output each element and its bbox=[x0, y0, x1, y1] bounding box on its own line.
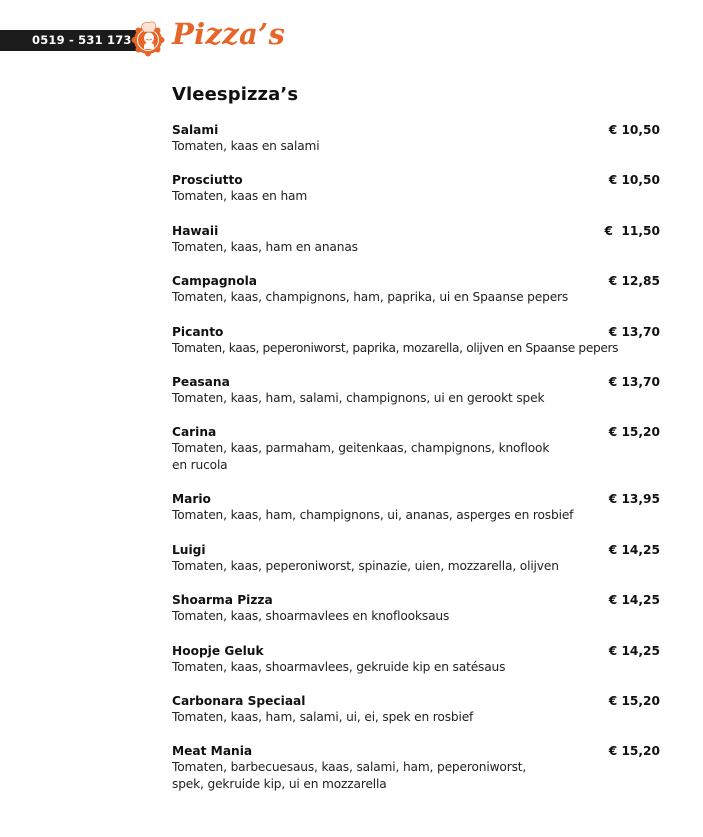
menu-item bbox=[172, 491, 662, 524]
item-price: € 13,95 bbox=[608, 492, 660, 506]
menu-item bbox=[172, 424, 662, 474]
item-price: € 15,20 bbox=[608, 694, 660, 708]
menu-item bbox=[172, 592, 662, 625]
item-name: Meat Mania bbox=[172, 744, 253, 758]
header bbox=[0, 0, 703, 70]
item-description: Tomaten, kaas, ham, salami, ui, ei, spek en rosbief bbox=[172, 710, 474, 724]
item-description: Tomaten, kaas, ham, salami, champignons, ui en gerookt spek bbox=[172, 391, 545, 405]
item-name: Hawaii bbox=[172, 224, 219, 238]
item-price: € 15,20 bbox=[608, 425, 660, 439]
section-title: Vleespizza’s bbox=[172, 84, 299, 105]
item-price: € 14,25 bbox=[608, 543, 660, 557]
item-description: Tomaten, kaas en salami bbox=[172, 139, 320, 153]
item-description: Tomaten, kaas, peperoniworst, spinazie, uien, mozzarella, olijven bbox=[172, 559, 559, 573]
item-name: Shoarma Pizza bbox=[172, 593, 273, 607]
menu-item bbox=[172, 374, 662, 407]
item-description: Tomaten, kaas, peperoniworst, paprika, mozarella, olijven en Spaanse pepers bbox=[172, 341, 619, 355]
item-name: Peasana bbox=[172, 375, 230, 389]
item-description: Tomaten, kaas, shoarmavlees, gekruide kip en satésaus bbox=[172, 660, 506, 674]
item-price: € 15,20 bbox=[608, 744, 660, 758]
menu-item bbox=[172, 542, 662, 575]
item-price: € 14,25 bbox=[608, 644, 660, 658]
item-price: € 11,50 bbox=[604, 224, 660, 238]
item-description: Tomaten, kaas, champignons, ham, paprika, ui en Spaanse pepers bbox=[172, 290, 569, 304]
menu-item bbox=[172, 693, 662, 726]
item-description: Tomaten, kaas, shoarmavlees en knoflooksaus bbox=[172, 609, 450, 623]
menu-item bbox=[172, 273, 662, 306]
item-name: Mario bbox=[172, 492, 211, 506]
item-description: Tomaten, kaas, ham, champignons, ui, ananas, asperges en rosbief bbox=[172, 508, 574, 522]
menu-item bbox=[172, 643, 662, 676]
item-price: € 10,50 bbox=[608, 123, 660, 137]
item-name: Hoopje Geluk bbox=[172, 644, 264, 658]
menu-item bbox=[172, 172, 662, 205]
item-name: Carina bbox=[172, 425, 217, 439]
item-price: € 12,85 bbox=[608, 274, 660, 288]
item-description: Tomaten, kaas, ham en ananas bbox=[172, 240, 358, 254]
item-price: € 13,70 bbox=[608, 375, 660, 389]
item-price: € 14,25 bbox=[608, 593, 660, 607]
item-name: Prosciutto bbox=[172, 173, 243, 187]
item-price: € 10,50 bbox=[608, 173, 660, 187]
item-price: € 13,70 bbox=[608, 325, 660, 339]
phone-number: 0519 - 531 173 bbox=[0, 30, 140, 51]
menu-item bbox=[172, 324, 662, 357]
item-name: Salami bbox=[172, 123, 219, 137]
brand-name: Pizza’s bbox=[172, 17, 286, 51]
pizza-chef-emblem-icon bbox=[129, 19, 167, 57]
item-description: Tomaten, kaas en ham bbox=[172, 189, 308, 203]
item-description: Tomaten, barbecuesaus, kaas, salami, ham, peperoniworst, spek, gekruide kip, ui en mozzarella bbox=[172, 760, 527, 791]
item-description: Tomaten, kaas, parmaham, geitenkaas, champignons, knoflook en rucola bbox=[172, 441, 550, 472]
item-name: Luigi bbox=[172, 543, 206, 557]
menu-item bbox=[172, 223, 662, 256]
item-name: Picanto bbox=[172, 325, 224, 339]
item-name: Campagnola bbox=[172, 274, 257, 288]
menu-item bbox=[172, 122, 662, 155]
item-name: Carbonara Speciaal bbox=[172, 694, 306, 708]
menu-item bbox=[172, 743, 662, 793]
